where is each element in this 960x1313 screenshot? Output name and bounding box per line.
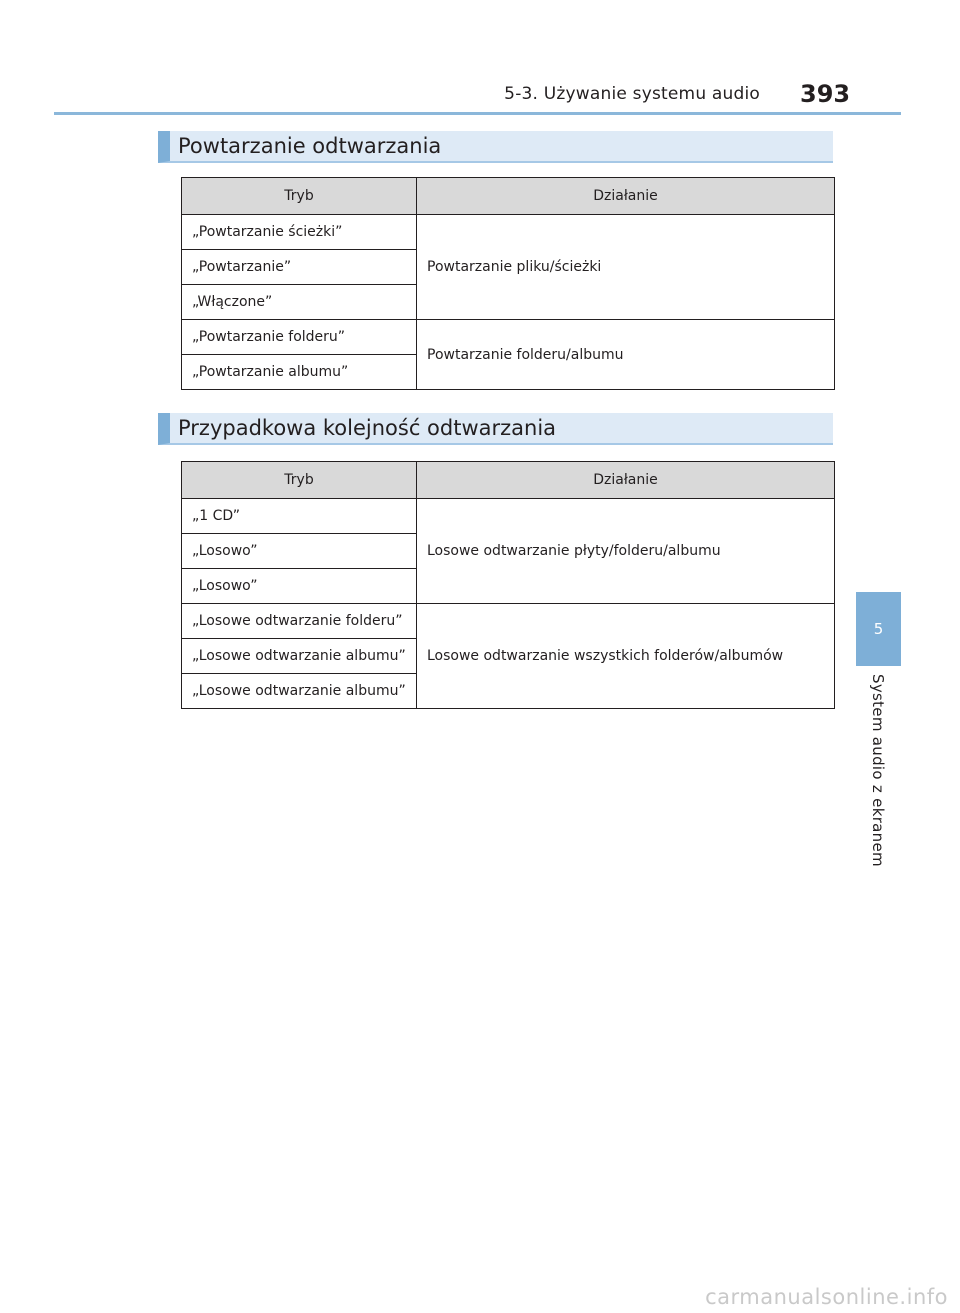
random-mode-table bbox=[181, 461, 835, 709]
column-header-action: Działanie bbox=[417, 462, 835, 499]
column-header-action: Działanie bbox=[417, 178, 835, 215]
mode-cell: „Losowo” bbox=[182, 569, 417, 604]
column-header-mode: Tryb bbox=[182, 178, 417, 215]
action-cell: Losowe odtwarzanie wszystkich folderów/albumów bbox=[417, 604, 835, 709]
table-row bbox=[182, 499, 835, 534]
mode-cell: „Włączone” bbox=[182, 285, 417, 320]
section-heading-repeat bbox=[158, 131, 833, 163]
section-title: Przypadkowa kolejność odtwarzania bbox=[178, 416, 557, 440]
action-cell: Losowe odtwarzanie płyty/folderu/albumu bbox=[417, 499, 835, 604]
chapter-title: 5-3. Używanie systemu audio bbox=[504, 84, 760, 104]
action-cell: Powtarzanie folderu/albumu bbox=[417, 320, 835, 390]
mode-cell: „Losowo” bbox=[182, 534, 417, 569]
mode-cell: „Powtarzanie albumu” bbox=[182, 355, 417, 390]
mode-cell: „Losowe odtwarzanie folderu” bbox=[182, 604, 417, 639]
table-row bbox=[182, 604, 835, 639]
header-divider bbox=[54, 112, 901, 115]
table-header-row bbox=[182, 178, 835, 215]
section-heading-random bbox=[158, 413, 833, 445]
mode-cell: „Powtarzanie ścieżki” bbox=[182, 215, 417, 250]
mode-cell: „Losowe odtwarzanie albumu” bbox=[182, 674, 417, 709]
chapter-tab bbox=[856, 592, 901, 666]
mode-cell: „1 CD” bbox=[182, 499, 417, 534]
mode-cell: „Losowe odtwarzanie albumu” bbox=[182, 639, 417, 674]
chapter-side-label: System audio z ekranem bbox=[869, 674, 887, 867]
section-title: Powtarzanie odtwarzania bbox=[178, 134, 442, 158]
mode-cell: „Powtarzanie folderu” bbox=[182, 320, 417, 355]
chapter-number: 5 bbox=[873, 620, 884, 638]
column-header-mode: Tryb bbox=[182, 462, 417, 499]
repeat-mode-table bbox=[181, 177, 835, 390]
table-row bbox=[182, 215, 835, 250]
table-header-row bbox=[182, 462, 835, 499]
page-number: 393 bbox=[800, 80, 851, 108]
watermark: carmanualsonline.info bbox=[705, 1285, 948, 1309]
table-row bbox=[182, 320, 835, 355]
mode-cell: „Powtarzanie” bbox=[182, 250, 417, 285]
action-cell: Powtarzanie pliku/ścieżki bbox=[417, 215, 835, 320]
